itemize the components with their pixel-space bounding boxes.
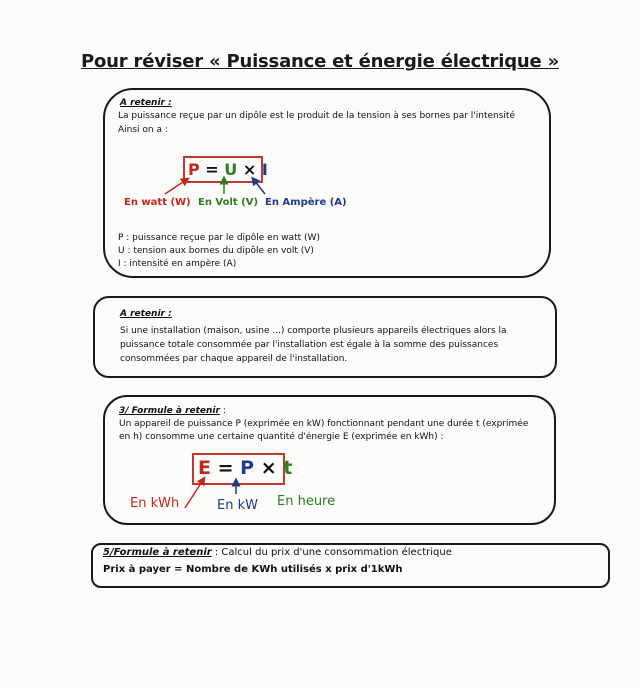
formula-times: × [237, 160, 262, 179]
box1-heading: A retenir : [120, 98, 172, 108]
formula-equals: = [199, 160, 225, 179]
definition-i: I : intensité en ampère (A) [118, 259, 237, 269]
box3-text-line2: en h) consomme une certaine quantité d'énergie E (exprimée en kWh) : [119, 432, 444, 442]
label-kw: En kW [217, 498, 258, 513]
box3-heading-colon: : [219, 406, 226, 416]
formula-equals-2: = [210, 457, 241, 479]
label-watt: En watt (W) [124, 197, 191, 208]
box1-text-line2: Ainsi on a : [118, 125, 168, 135]
label-ampere: En Ampère (A) [265, 197, 347, 208]
formula-i: I [261, 160, 268, 179]
definition-u: U : tension aux bornes du dipôle en volt (V) [118, 246, 314, 256]
formula-p: P [188, 160, 200, 179]
box2-heading: A retenir : [120, 309, 172, 319]
formula-times-2: × [254, 457, 284, 479]
formula-e: E [198, 457, 211, 479]
formula-t: t [283, 457, 293, 479]
formula-u: U [224, 160, 238, 179]
formula-p-2: P [240, 457, 255, 479]
arrow-watt [165, 180, 186, 194]
box4-heading: 5/Formule à retenir [103, 547, 212, 558]
page-title: Pour réviser « Puissance et énergie électrique » [81, 51, 559, 72]
label-volt: En Volt (V) [198, 197, 259, 208]
arrow-ampere [254, 180, 265, 194]
definition-p: P : puissance reçue par le dipôle en watt (W) [118, 233, 320, 243]
box1-text-line1: La puissance reçue par un dipôle est le produit de la tension à ses bornes par l'intensité [118, 111, 515, 121]
box3-heading: 3/ Formule à retenir [119, 406, 220, 416]
box4-heading-rest: : Calcul du prix d'une consommation électrique [211, 547, 452, 558]
box2-text-line3: consommées par chaque appareil de l'installation. [120, 354, 348, 364]
label-kwh: En kWh [130, 496, 180, 511]
box2-text-line1: Si une installation (maison, usine ...) comporte plusieurs appareils électriques alors la [120, 326, 507, 336]
box2-text-line2: puissance totale consommée par l'installation est égale à la somme des puissances [120, 340, 499, 350]
box3-text-line1: Un appareil de puissance P (exprimée en kW) fonctionnant pendant une durée t (exprimée [119, 419, 529, 429]
label-heure: En heure [277, 494, 336, 509]
price-formula: Prix à payer = Nombre de KWh utilisés x prix d'1kWh [103, 564, 403, 575]
arrow-kwh [185, 480, 203, 508]
